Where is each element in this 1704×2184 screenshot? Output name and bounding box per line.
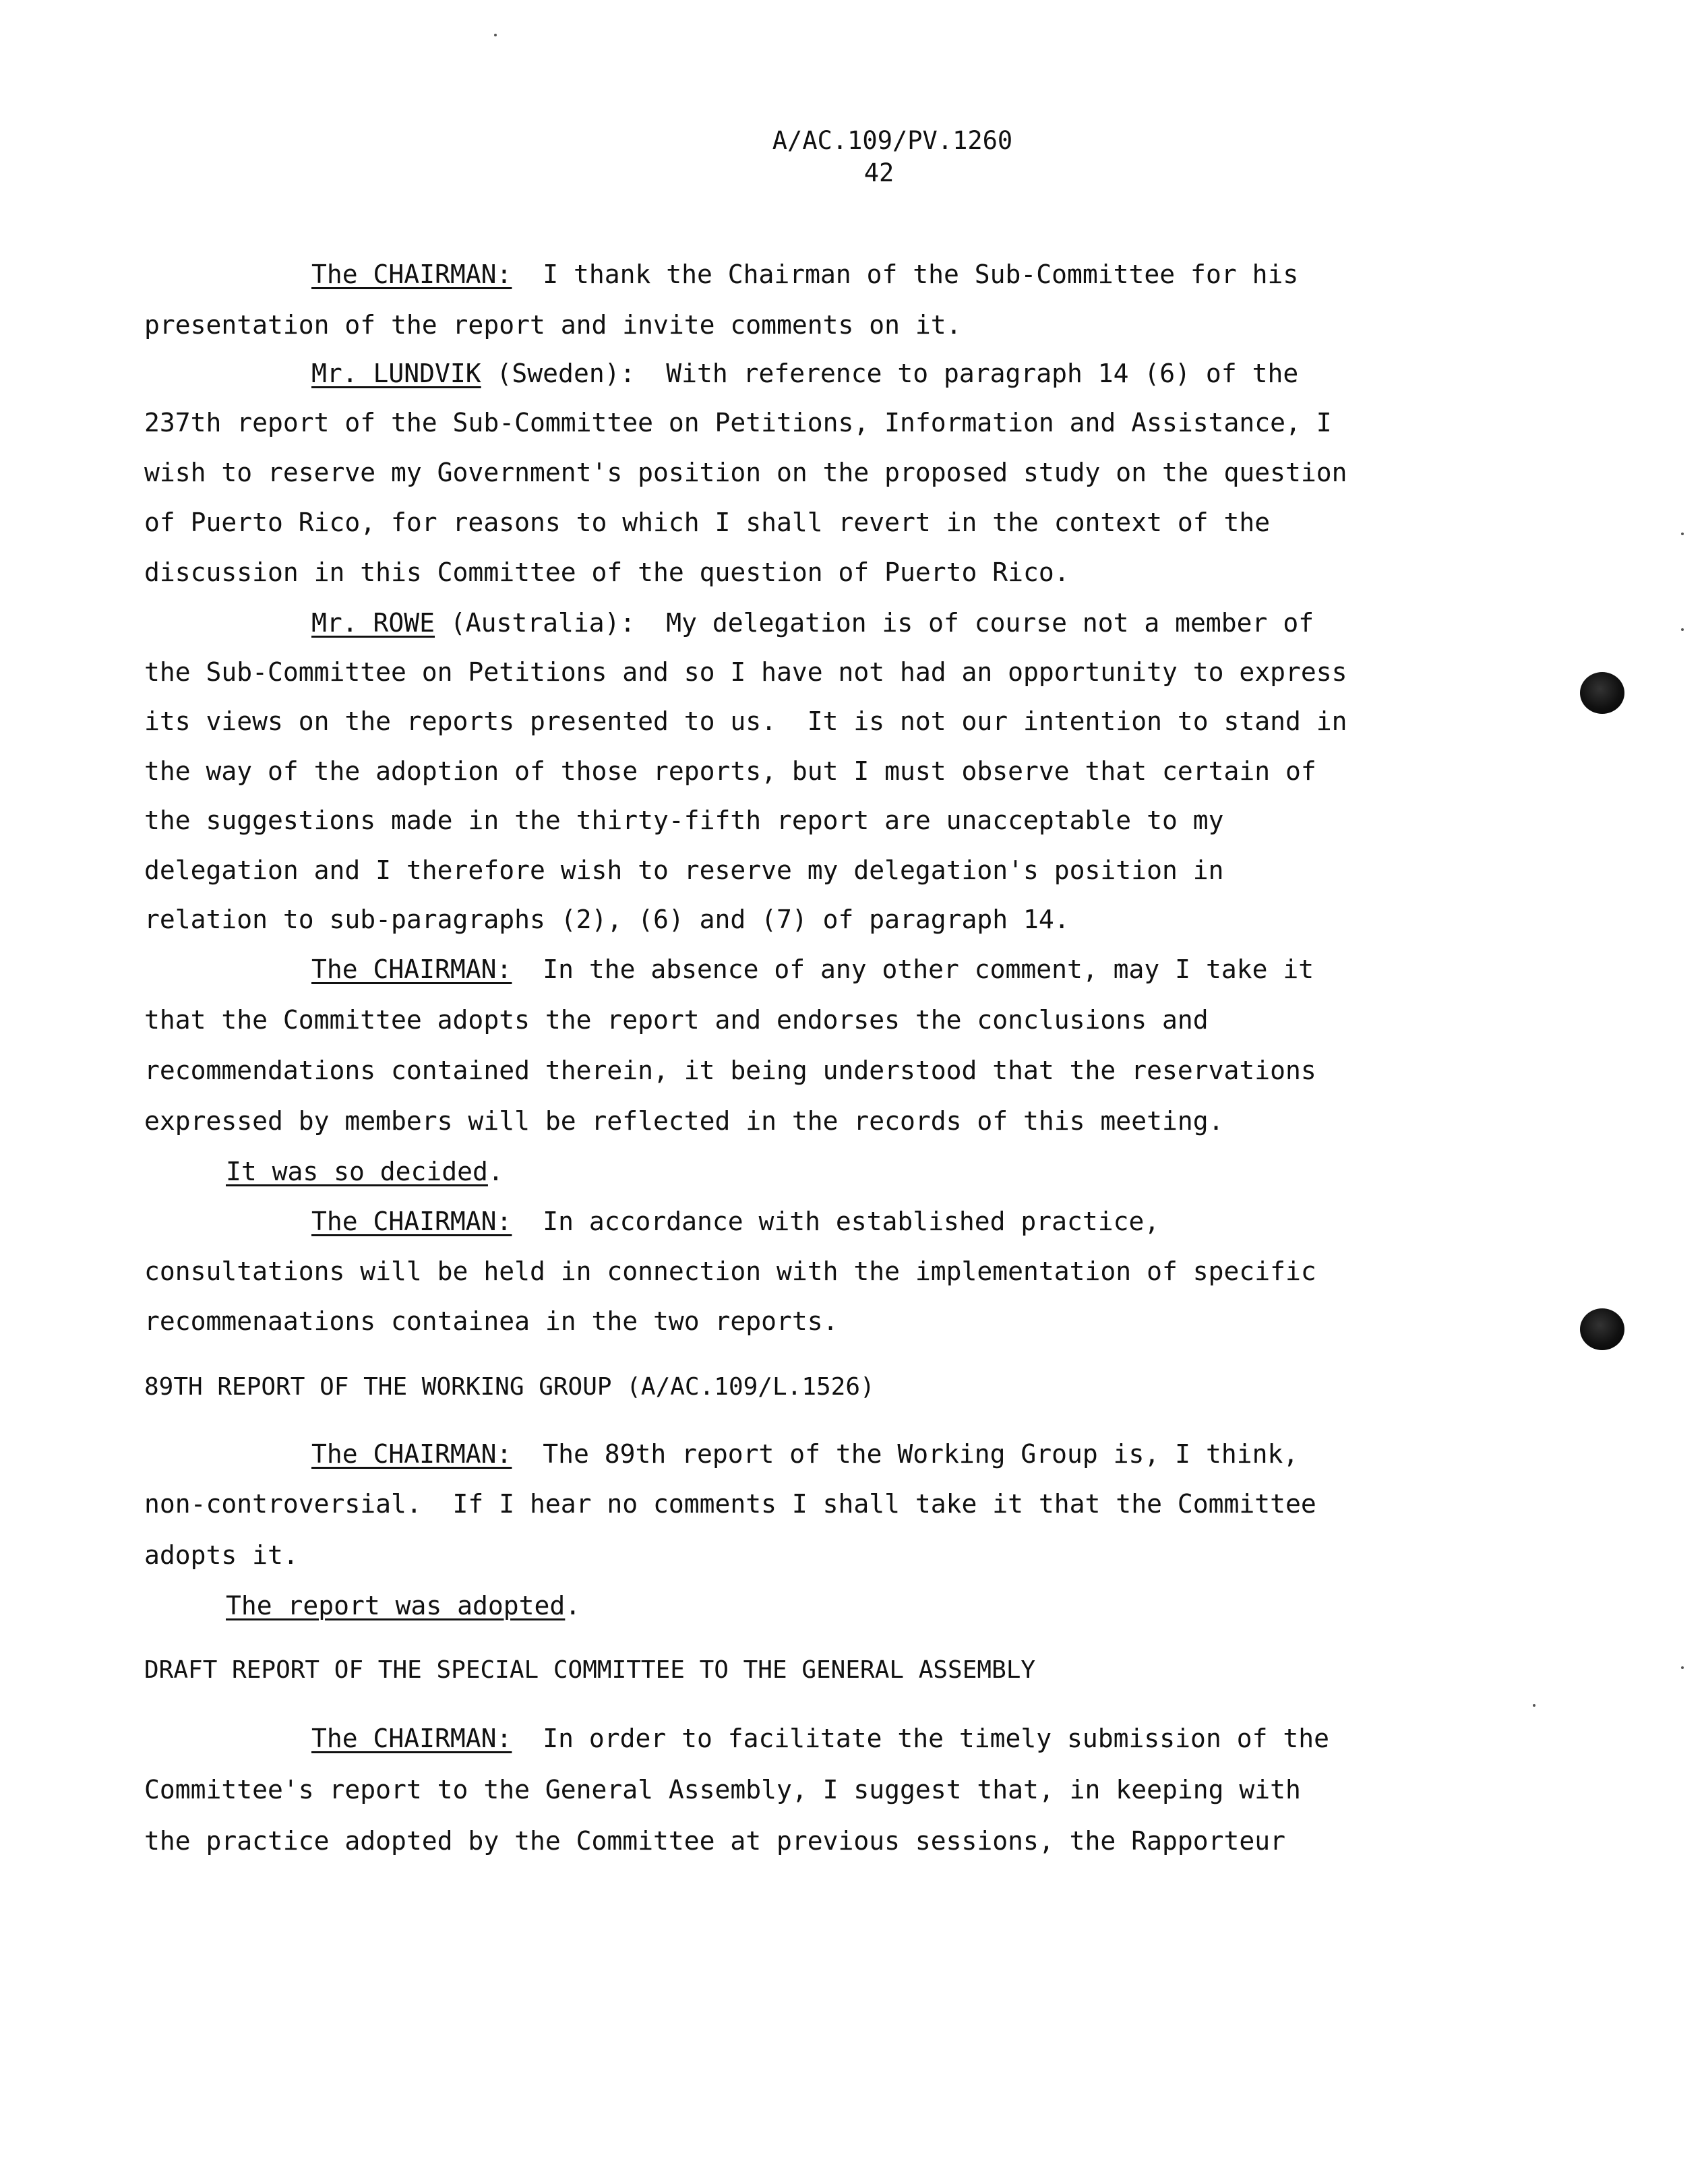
paragraph-2-line-3: wish to reserve my Government's position on the proposed study on the question [144,458,1347,487]
paragraph-7-line-1 [311,1726,1329,1751]
decision-text: The report was adopted [226,1591,566,1620]
scan-speck [1533,1704,1535,1707]
decision-text: It was so decided [226,1157,488,1186]
speaker-chairman: The CHAIRMAN: [311,1724,512,1753]
statement-text: In order to facilitate the timely submission of the [543,1724,1329,1753]
paragraph-1-line-2: presentation of the report and invite comments on it. [144,310,962,340]
speaker-chairman: The CHAIRMAN: [311,1439,512,1469]
binder-hole-bottom [1580,1308,1624,1350]
statement-text: In the absence of any other comment, may I take it [543,954,1314,984]
paragraph-2-line-4: of Puerto Rico, for reasons to which I shall revert in the context of the [144,508,1271,537]
paragraph-2-line-2: 237th report of the Sub-Committee on Petitions, Information and Assistance, I [144,408,1332,437]
paragraph-6-line-2: non-controversial. If I hear no comments I shall take it that the Committee [144,1489,1316,1519]
page-number: 42 [863,158,894,187]
paragraph-6-line-1 [311,1441,1298,1467]
decision-so-decided [226,1159,504,1184]
decision-period: . [565,1591,581,1620]
paragraph-3-line-3: its views on the reports presented to us. It is not our intention to stand in [144,706,1347,736]
scan-speck [1681,1666,1684,1669]
paragraph-5-line-1 [311,1209,1159,1234]
paragraph-2-line-5: discussion in this Committee of the question of Puerto Rico. [144,557,1070,587]
paragraph-7-line-2: Committee's report to the General Assembly, I suggest that, in keeping with [144,1775,1301,1804]
paragraph-6-line-3: adopts it. [144,1540,299,1570]
speaker-chairman: The CHAIRMAN: [311,1207,512,1236]
section-heading-draft-report: DRAFT REPORT OF THE SPECIAL COMMITTEE TO THE GENERAL ASSEMBLY [144,1656,1036,1684]
statement-text: The 89th report of the Working Group is, I think, [543,1439,1299,1469]
paragraph-3-line-5: the suggestions made in the thirty-fifth report are unacceptable to my [144,806,1224,835]
speaker-lundvik: Mr. LUNDVIK [311,359,481,388]
speaker-chairman: The CHAIRMAN: [311,260,512,289]
paragraph-3-line-6: delegation and I therefore wish to reserve my delegation's position in [144,855,1224,885]
paragraph-3-line-7: relation to sub-paragraphs (2), (6) and (7) of paragraph 14. [144,905,1070,934]
statement-text: In accordance with established practice, [543,1207,1160,1236]
decision-period: . [487,1157,504,1186]
paragraph-4-line-3: recommendations contained therein, it being understood that the reservations [144,1056,1316,1085]
paragraph-3-line-4: the way of the adoption of those reports, but I must observe that certain of [144,756,1316,786]
speaker-chairman: The CHAIRMAN: [311,954,512,984]
statement-text: (Australia): My delegation is of course not a member of [435,608,1314,638]
document-symbol: A/AC.109/PV.1260 [772,126,1013,155]
scan-speck [1681,628,1684,631]
scan-speck [1681,533,1684,535]
statement-text: (Sweden): With reference to paragraph 14 (6) of the [481,359,1299,388]
paragraph-1-line-1 [311,262,1298,287]
section-heading-working-group: 89TH REPORT OF THE WORKING GROUP (A/AC.109/L.1526) [144,1373,875,1401]
paragraph-4-line-1 [311,954,1314,984]
scan-speck [494,34,497,36]
paragraph-5-line-2: consultations will be held in connection with the implementation of specific [144,1256,1316,1286]
paragraph-3-line-2: the Sub-Committee on Petitions and so I have not had an opportunity to express [144,657,1347,687]
paragraph-3-line-1 [311,610,1314,636]
speaker-rowe: Mr. ROWE [311,608,435,638]
paragraph-4-line-2: that the Committee adopts the report and endorses the conclusions and [144,1005,1209,1035]
decision-report-adopted [226,1593,580,1618]
paragraph-5-line-3: recommenaations containea in the two reports. [144,1306,839,1336]
statement-text: I thank the Chairman of the Sub-Committee for his [543,260,1299,289]
paragraph-4-line-4: expressed by members will be reflected in the records of this meeting. [144,1106,1224,1136]
paragraph-2-line-1 [311,361,1298,386]
binder-hole-top [1580,672,1624,714]
paragraph-7-line-3: the practice adopted by the Committee at previous sessions, the Rapporteur [144,1826,1285,1856]
